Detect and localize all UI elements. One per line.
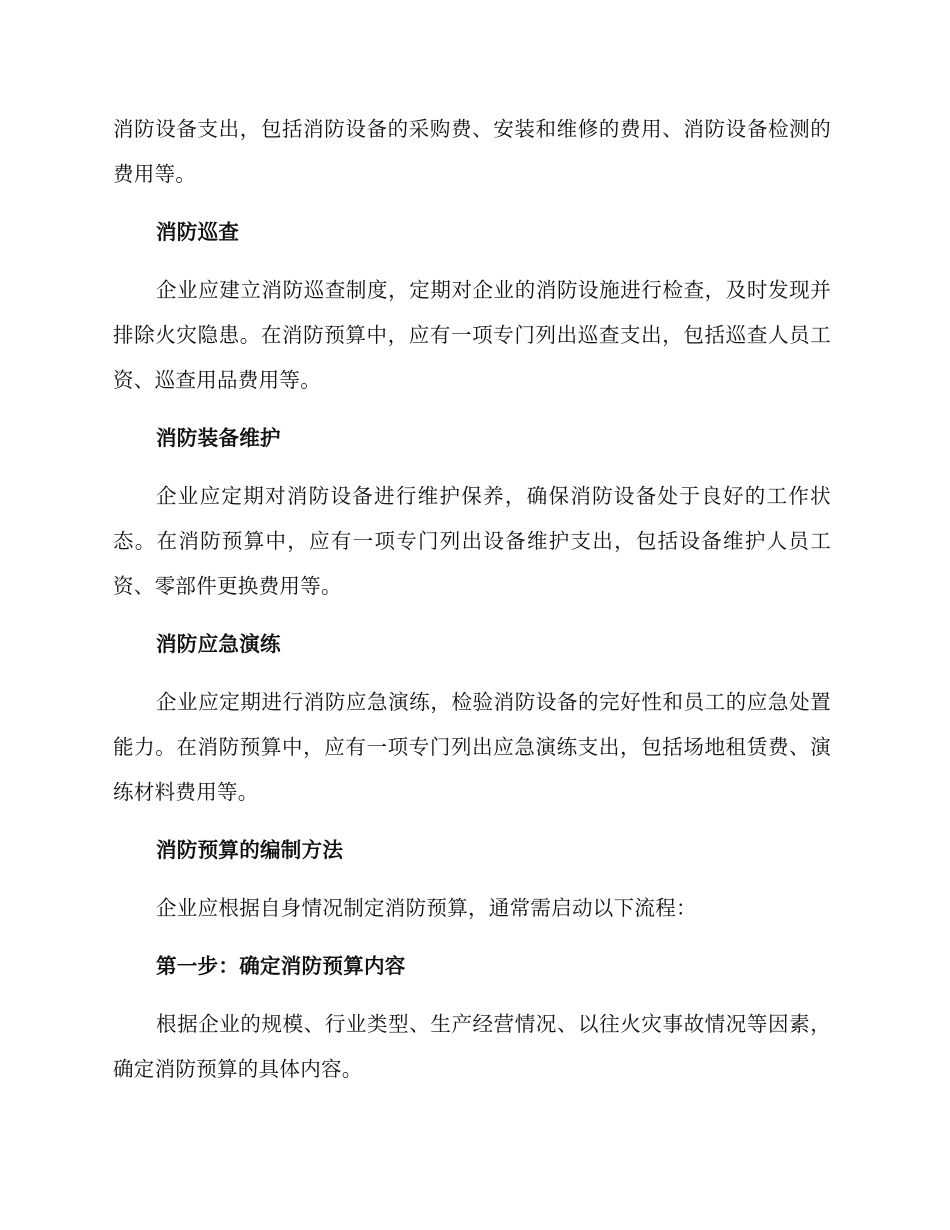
document-page <box>113 107 831 1092</box>
paragraph-fire-patrol: 企业应建立消防巡查制度，定期对企业的消防设施进行检查，及时发现并排除火灾隐患。在消防预算中，应有一项专门列出巡查支出，包括巡查人员工资、巡查用品费用等。 <box>113 278 831 392</box>
paragraph-equipment-maintenance: 企业应定期对消防设备进行维护保养，确保消防设备处于良好的工作状态。在消防预算中，应有一项专门列出设备维护支出，包括设备维护人员工资、零部件更换费用等。 <box>113 484 831 598</box>
heading-emergency-drill: 消防应急演练 <box>156 632 281 656</box>
heading-step-one: 第一步：确定消防预算内容 <box>156 954 406 978</box>
paragraph-emergency-drill: 企业应定期进行消防应急演练，检验消防设备的完好性和员工的应急处置能力。在消防预算中，应有一项专门列出应急演练支出，包括场地租赁费、演练材料费用等。 <box>113 690 831 804</box>
paragraph-fire-equipment-expense: 消防设备支出，包括消防设备的采购费、安装和维修的费用、消防设备检测的费用等。 <box>113 117 831 186</box>
paragraph-step-one: 根据企业的规模、行业类型、生产经营情况、以往火灾事故情况等因素，确定消防预算的具体内容。 <box>113 1012 831 1081</box>
heading-budget-method: 消防预算的编制方法 <box>156 838 344 862</box>
paragraph-budget-method: 企业应根据自身情况制定消防预算，通常需启动以下流程： <box>156 896 697 920</box>
heading-fire-patrol: 消防巡查 <box>156 220 240 244</box>
heading-equipment-maintenance: 消防装备维护 <box>156 426 281 450</box>
